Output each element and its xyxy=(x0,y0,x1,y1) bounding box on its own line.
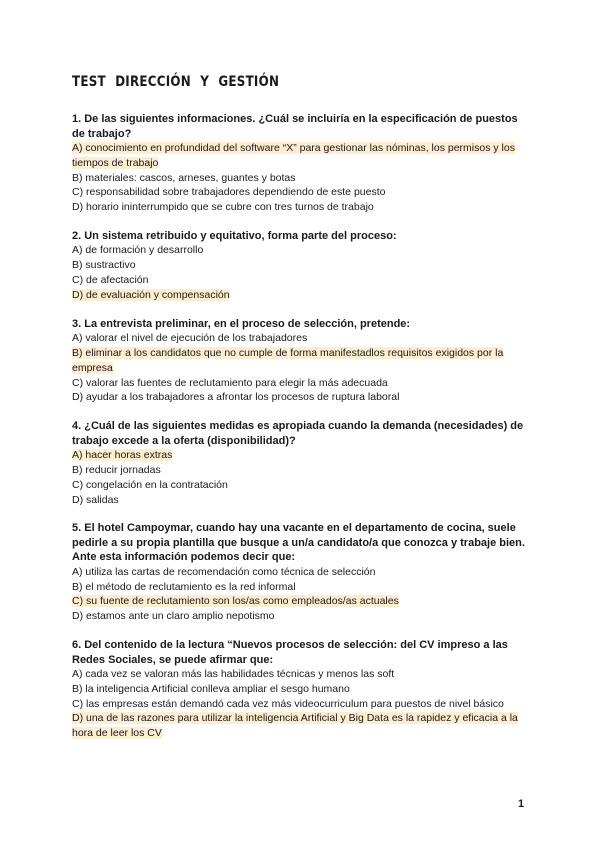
answer-option-text: C) valorar las fuentes de reclutamiento para elegir la más adecuada xyxy=(72,376,388,389)
question-text: 2. Un sistema retribuido y equitativo, forma parte del proceso: xyxy=(72,229,397,242)
answer-option-highlighted xyxy=(72,711,532,741)
answer-option-text: D) estamos ante un claro amplio nepotismo xyxy=(72,610,275,623)
question-1 xyxy=(72,112,532,215)
answer-option xyxy=(72,258,532,273)
answer-option xyxy=(72,273,532,288)
answer-option xyxy=(72,609,532,624)
answer-option xyxy=(72,200,532,215)
answer-option-text: A) valorar el nivel de ejecución de los trabajadores xyxy=(72,332,308,345)
answer-option-text: A) de formación y desarrollo xyxy=(72,244,204,257)
answer-option-text: A) cada vez se valoran más las habilidades técnicas y menos las soft xyxy=(72,668,395,681)
answer-option-highlighted xyxy=(72,448,532,463)
answer-option xyxy=(72,331,532,346)
question-2 xyxy=(72,229,532,303)
answer-option-text: C) las empresas están demandó cada vez más videocurriculum para puestos de nivel básico xyxy=(72,697,504,710)
answer-option-text: A) utiliza las cartas de recomendación como técnica de selección xyxy=(72,565,376,578)
answer-option-text: B) reducir jornadas xyxy=(72,463,161,476)
answer-option-text: A) conocimiento en profundidad del software “X” para gestionar las nóminas, los permisos y los tiempos de trabajo xyxy=(72,142,515,169)
question-5 xyxy=(72,521,532,624)
answer-option xyxy=(72,682,532,697)
answer-option-text: C) de afectación xyxy=(72,274,149,287)
answer-option-text: A) hacer horas extras xyxy=(72,449,173,462)
answer-option-highlighted xyxy=(72,346,532,376)
answer-option-text: D) de evaluación y compensación xyxy=(72,288,230,301)
question-text: 5. El hotel Campoymar, cuando hay una vacante en el departamento de cocina, suele pedirle a su propia plantilla que busque a un/a candidato/a que conozca y trabaje bien. Ante esta información podemos decir que: xyxy=(72,522,525,564)
question-4 xyxy=(72,419,532,507)
answer-option-text: C) responsabilidad sobre trabajadores dependiendo de este puesto xyxy=(72,186,386,199)
answer-option-text: B) eliminar a los candidatos que no cumple de forma manifestadlos requisitos exigidos por la empresa xyxy=(72,346,504,374)
answer-option-highlighted xyxy=(72,141,532,171)
answer-option xyxy=(72,243,532,258)
answer-option xyxy=(72,580,532,595)
answer-option xyxy=(72,667,532,682)
answer-option-text: C) su fuente de reclutamiento son los/as como empleados/as actuales xyxy=(72,595,399,608)
answer-option xyxy=(72,493,532,508)
answer-option-text: D) horario ininterrumpido que se cubre con tres turnos de trabajo xyxy=(72,201,374,214)
question-text: 3. La entrevista preliminar, en el proceso de selección, pretende: xyxy=(72,317,411,330)
answer-option-text: C) congelación en la contratación xyxy=(72,478,228,491)
answer-option xyxy=(72,376,532,391)
answer-option-text: D) una de las razones para utilizar la inteligencia Artificial y Big Data es la rapidez y eficacia a la hora de leer los CV xyxy=(72,712,518,740)
answer-option xyxy=(72,478,532,493)
question-text: 1. De las siguientes informaciones. ¿Cuál se incluiría en la especificación de puestos de trabajo? xyxy=(72,113,518,140)
answer-option xyxy=(72,697,532,712)
question-6 xyxy=(72,638,532,741)
answer-option xyxy=(72,390,532,405)
answer-option-text: B) materiales: cascos, arneses, guantes y botas xyxy=(72,171,296,184)
question-3 xyxy=(72,317,532,405)
page-title: TEST DIRECCIÓN Y GESTIÓN xyxy=(72,74,280,90)
answer-option-highlighted xyxy=(72,288,532,303)
page-number: 1 xyxy=(518,798,525,810)
question-list xyxy=(72,112,532,755)
answer-option-text: D) salidas xyxy=(72,493,119,506)
answer-option xyxy=(72,185,532,200)
question-text: 6. Del contenido de la lectura “Nuevos procesos de selección: del CV impreso a las Redes Sociales, se puede afirmar que: xyxy=(72,639,508,666)
answer-option-text: B) el método de reclutamiento es la red informal xyxy=(72,580,296,593)
answer-option-text: D) ayudar a los trabajadores a afrontar los procesos de ruptura laboral xyxy=(72,391,400,404)
answer-option xyxy=(72,463,532,478)
answer-option-text: B) sustractivo xyxy=(72,259,136,272)
answer-option-text: B) la inteligencia Artificial conlleva ampliar el sesgo humano xyxy=(72,682,350,695)
answer-option xyxy=(72,565,532,580)
question-text: 4. ¿Cuál de las siguientes medidas es apropiada cuando la demanda (necesidades) de trabajo excede a la oferta (disponibilidad)? xyxy=(72,420,524,447)
answer-option-highlighted xyxy=(72,594,532,609)
answer-option xyxy=(72,171,532,186)
